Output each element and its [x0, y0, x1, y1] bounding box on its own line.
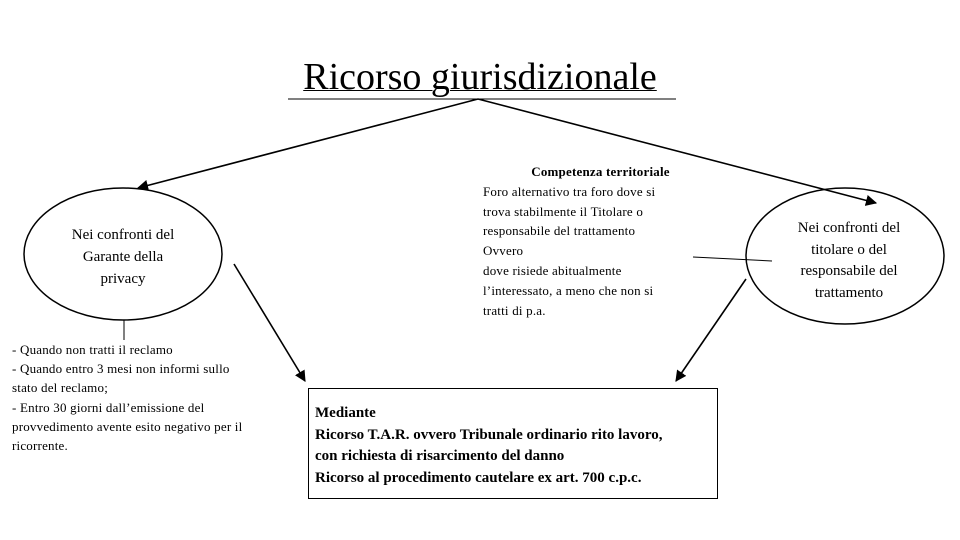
means-line: Mediante [315, 405, 376, 421]
jurisdiction-line: trova stabilmente il Titolare o [483, 203, 644, 219]
left-node-line: Garante della [82, 249, 164, 265]
right-node-line: titolare o del [811, 241, 887, 258]
jurisdiction-line: Foro alternativo tra foro dove si [483, 183, 656, 199]
arrow-title-to-left-node [138, 99, 478, 188]
condition-line: stato del reclamo; [12, 380, 109, 396]
jurisdiction-line: dove risiede abitualmente [483, 262, 622, 278]
left-node-line: Nei confronti del [71, 227, 175, 243]
condition-line: provvedimento avente esito negativo per il [12, 418, 243, 434]
jurisdiction-line: Ovvero [483, 243, 524, 259]
complaint-conditions [12, 340, 297, 455]
jurisdiction-line: tratti di p.a. [483, 302, 546, 318]
means-line: con richiesta di risarcimento del danno [315, 448, 565, 464]
right-node-line: trattamento [814, 284, 884, 301]
left-node-line: privacy [100, 271, 146, 287]
means-line: Ricorso al procedimento cautelare ex art. 700 c.p.c. [315, 469, 642, 486]
jurisdiction-line: responsabile del trattamento [483, 223, 636, 239]
condition-line: ricorrente. [12, 438, 68, 454]
jurisdiction-line: l’interessato, a meno che non si [483, 282, 654, 298]
right-node-line: responsabile del [800, 263, 898, 279]
condition-line: - Quando entro 3 mesi non informi sullo [12, 361, 230, 377]
right-node-label [774, 218, 924, 304]
remedy-means-box [308, 388, 718, 499]
right-node-line: Nei confronti del [797, 220, 901, 236]
condition-line: - Quando non tratti il reclamo [12, 342, 173, 357]
left-node-label [48, 224, 198, 290]
means-line: Ricorso T.A.R. ovvero Tribunale ordinario rito lavoro, [315, 426, 663, 443]
jurisdiction-note [483, 162, 718, 320]
condition-line: - Entro 30 giorni dall’emissione del [12, 399, 205, 415]
jurisdiction-heading: Competenza territoriale [531, 164, 670, 179]
diagram-title: Ricorso giurisdizionale [303, 56, 657, 98]
